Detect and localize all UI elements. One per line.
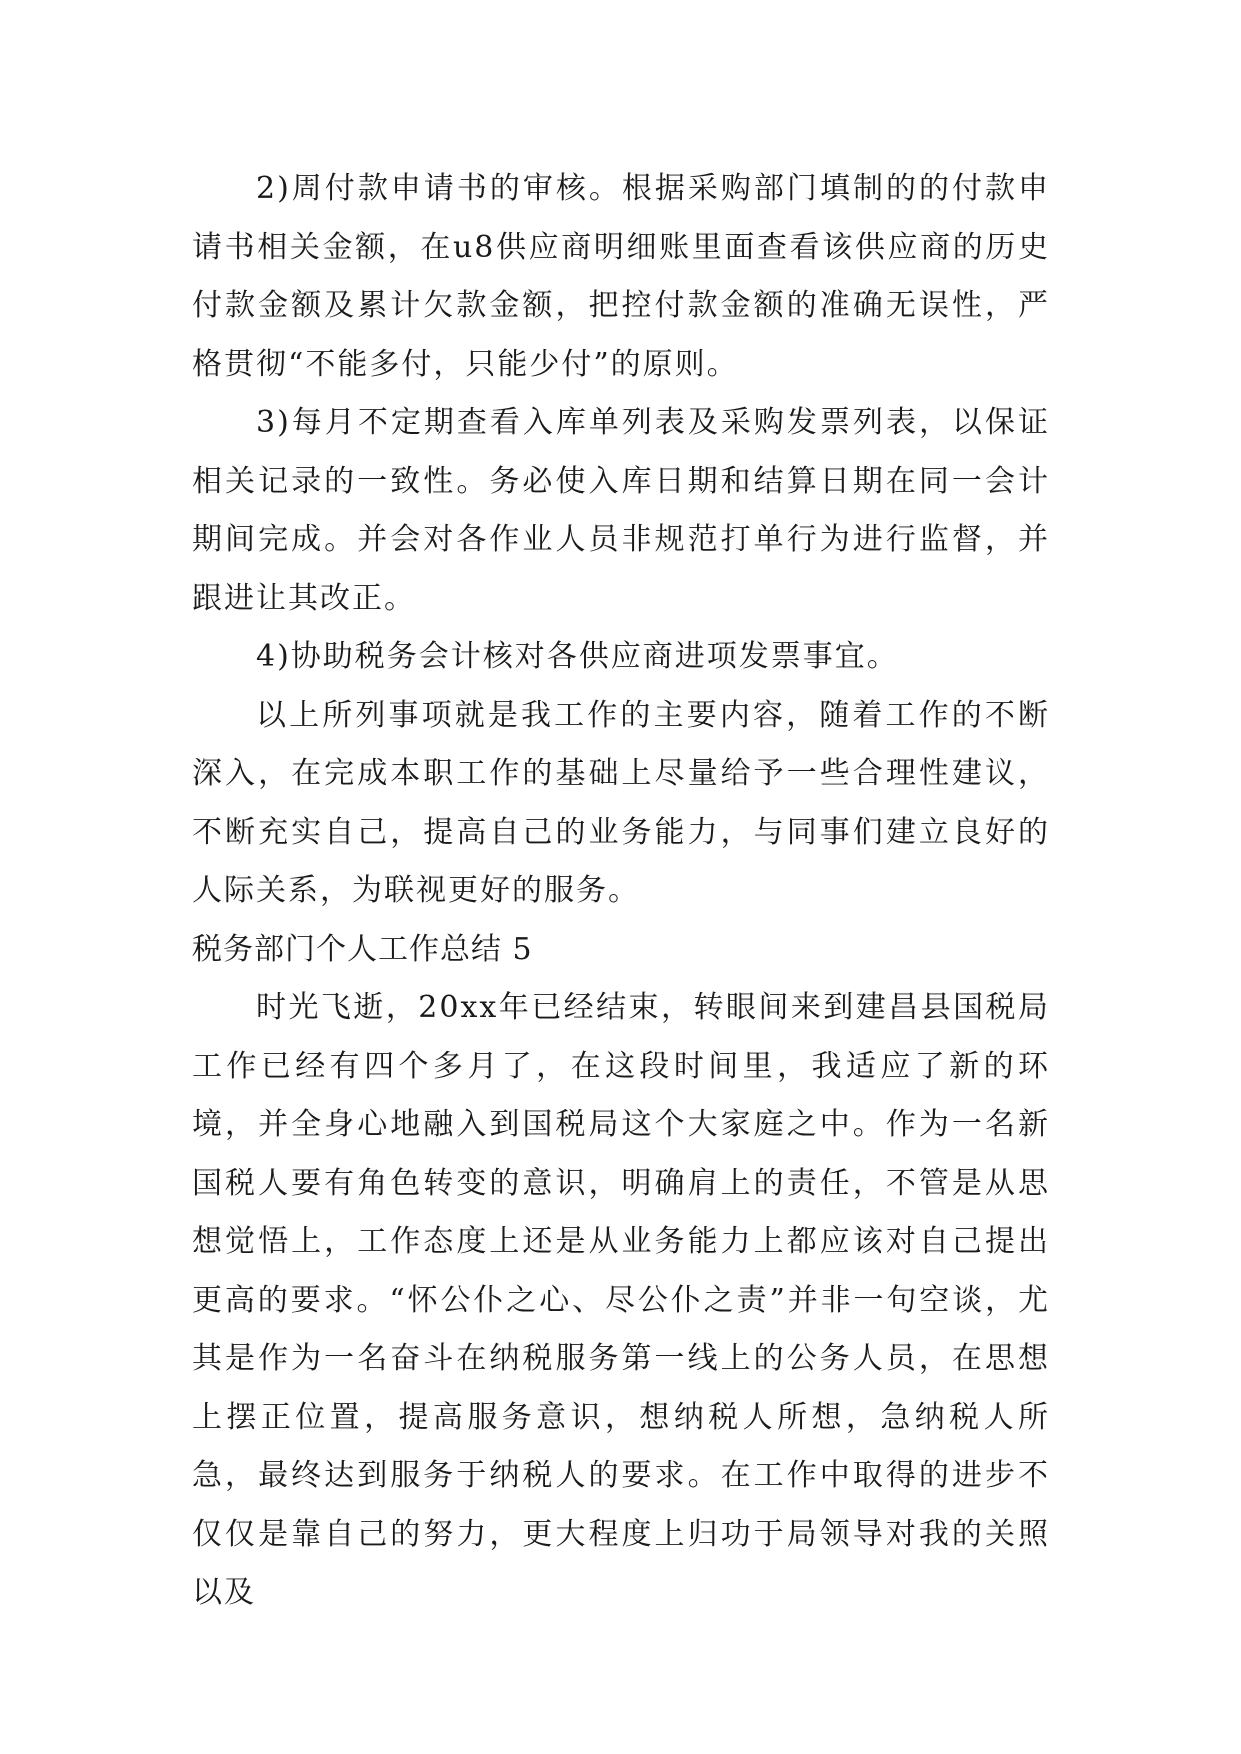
section-title: 税务部门个人工作总结 5 (192, 931, 533, 967)
paragraph-tax-invoice: 4)协助税务会计核对各供应商进项发票事宜。 (256, 639, 899, 674)
document-body (192, 160, 1050, 1623)
paragraph-inventory-check: 3)每月不定期查看入库单列表及采购发票列表，以保证相关记录的一致性。务必使入库日期和结算日期在同一会计期间完成。并会对各作业人员非规范打单行为进行监督，并跟进让其改正。 (192, 405, 1050, 616)
paragraph-section-intro: 时光飞逝，20xx年已经结束，转眼间来到建昌县国税局工作已经有四个多月了，在这段时间里，我适应了新的环境，并全身心地融入到国税局这个大家庭之中。作为一名新国税人要有角色转变的意识，明确肩上的责任，不管是从思想觉悟上，工作态度上还是从业务能力上都应该对自己提出更高的要求。“怀公仆之心、尽公仆之责”并非一句空谈，尤其是作为一名奋斗在纳税服务第一线上的公务人员，在思想上摆正位置，提高服务意识，想纳税人所想，急纳税人所急，最终达到服务于纳税人的要求。在工作中取得的进步不仅仅是靠自己的努力，更大程度上归功于局领导对我的关照以及 (192, 990, 1050, 1610)
paragraph-payment-review: 2)周付款申请书的审核。根据采购部门填制的的付款申请书相关金额，在u8供应商明细账里面查看该供应商的历史付款金额及累计欠款金额，把控付款金额的准确无误性，严格贯彻“不能多付，只能少付”的原则。 (192, 171, 1050, 382)
paragraph-summary: 以上所列事项就是我工作的主要内容，随着工作的不断深入，在完成本职工作的基础上尽量给予一些合理性建议，不断充实自己，提高自己的业务能力，与同事们建立良好的人际关系，为联视更好的服务。 (192, 697, 1050, 908)
